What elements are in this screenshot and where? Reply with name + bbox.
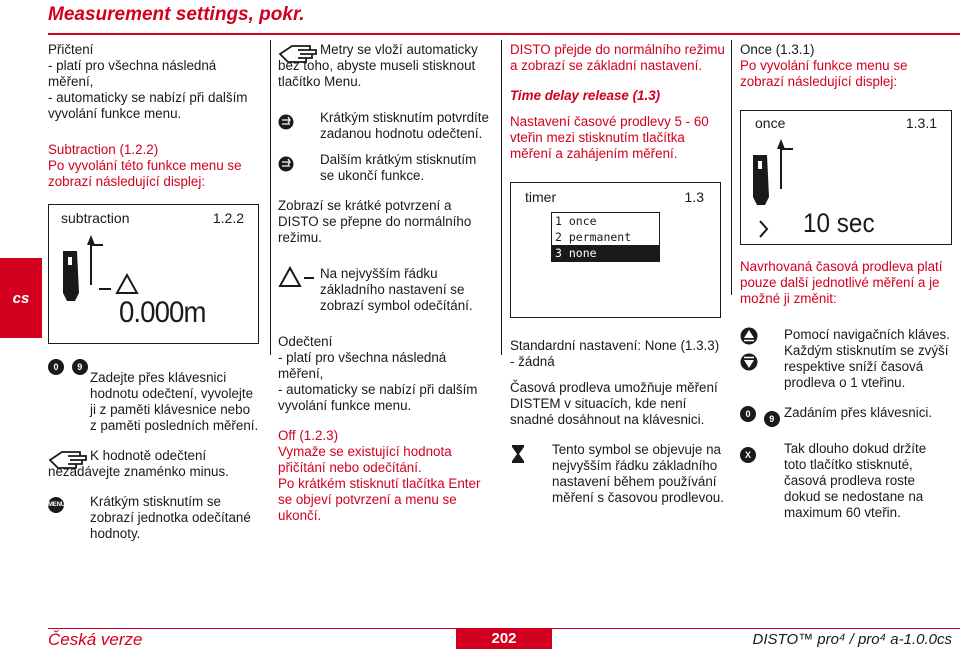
paragraph: Přičtení	[48, 42, 94, 57]
digit-keys	[740, 405, 784, 427]
display-timer	[510, 182, 721, 318]
clear-key-icon: X	[740, 447, 756, 463]
key-0-icon: 0	[740, 406, 756, 422]
display-menu-name: once	[755, 115, 786, 131]
nav-keys	[740, 327, 784, 371]
navigation-keys-row	[740, 327, 952, 391]
hint-row	[278, 42, 492, 90]
enter-key-row	[278, 110, 492, 142]
section-title: Subtraction (1.2.2)	[48, 142, 159, 157]
display-value: 0.000m	[119, 296, 206, 329]
section-description: Po vyvolání této funkce menu se zobrazí následující displej:	[48, 158, 242, 189]
column-1	[48, 42, 260, 542]
paragraph: Navrhovaná časová prodleva platí pouze další jednotlivé měření a je možné ji změnit:	[740, 259, 943, 306]
clear-key-text: Tak dlouho dokud držíte toto tlačítko stisknuté, časová prodleva roste dokud se nedostane na maximum 60 vteřin.	[784, 441, 927, 520]
hourglass-text: Tento symbol se objevuje na nejvyšším řádku základního nastavení během používání měření s časovou prodlevou.	[552, 442, 724, 505]
hint-text: K hodnotě odečtení nezadávejte znaménko minus.	[48, 448, 229, 479]
display-menu-code: 1.3.1	[905, 115, 937, 131]
column-divider	[270, 40, 271, 355]
column-divider	[501, 40, 502, 355]
menu-key-icon: MENU	[48, 497, 64, 513]
clear-key-row	[740, 441, 952, 521]
laser-pointer-icon	[749, 137, 809, 217]
footer-language: Česká verze	[48, 630, 143, 649]
keypad-entry-text: Zadejte přes klávesnici hodnotu odečtení, vyvolejte ji z paměti klávesnice nebo z paměti posledních měření.	[90, 370, 259, 433]
section-description: Po vyvolání funkce menu se zobrazí následující displej:	[740, 58, 908, 89]
section-title: Once (1.3.1)	[740, 42, 815, 57]
keypad-entry-row	[48, 358, 260, 434]
paragraph: - automaticky se nabízí při dalším vyvolání funkce menu.	[48, 90, 248, 121]
section-description: Nastavení časové prodlevy 5 - 60 vteřin mezi stisknutím tlačítka měření a zahájením měření.	[510, 114, 709, 161]
enter-key-icon	[278, 114, 320, 132]
hint-text: Metry se vloží automaticky bez toho, abyste museli stisknout tlačítko Menu.	[278, 42, 478, 89]
paragraph: Odečtení	[278, 334, 333, 349]
section-title: Off (1.2.3)	[278, 428, 339, 443]
nav-up-key-icon	[740, 327, 758, 345]
display-menu-code: 1.2.2	[212, 210, 244, 226]
enter-text: Dalším krátkým stisknutím se ukončí funkce.	[320, 152, 477, 183]
display-menu-code: 1.3	[684, 189, 704, 205]
title-rule	[48, 33, 960, 35]
minus-symbol-text: Na nejvyšším řádku základního nastavení se zobrazí symbol odečítání.	[320, 266, 473, 313]
timer-option[interactable]: 2 permanent	[555, 230, 632, 244]
section-description: Vymaže se existující hodnota přičítání nebo odečítání.	[278, 444, 452, 475]
key-9-icon: 9	[72, 359, 88, 375]
key-9-icon: 9	[764, 411, 780, 427]
paragraph: - platí pro všechna následná měření,	[48, 58, 217, 89]
keypad-entry-text: Zadáním přes klávesnici.	[784, 405, 933, 420]
paragraph: Zobrazí se krátké potvrzení a DISTO se přepne do normálního režimu.	[278, 198, 472, 245]
enter-key-row	[278, 152, 492, 184]
column-4	[740, 42, 952, 521]
page-title: Measurement settings, pokr.	[48, 4, 305, 25]
paragraph: - platí pro všechna následná měření,	[278, 350, 447, 381]
hourglass-icon	[510, 444, 552, 464]
key-0-icon: 0	[48, 359, 64, 375]
minus-triangle-icon	[278, 266, 320, 292]
hourglass-row	[510, 442, 725, 506]
section-description: Po krátkém stisknutí tlačítka Enter se objeví potvrzení a menu se ukončí.	[278, 476, 481, 523]
timer-options-list	[551, 212, 660, 262]
display-menu-name: timer	[525, 189, 557, 205]
paragraph: DISTO přejde do normálního režimu a zobrazí se základní nastavení.	[510, 42, 725, 73]
nav-keys-text: Pomocí navigačních kláves. Každým stisknutím se zvýší respektive sníží časová prodleva o 1 vteřinu.	[784, 327, 950, 390]
menu-key-text: Krátkým stisknutím se zobrazí jednotka odečítané hodnoty.	[90, 494, 251, 541]
display-once	[740, 110, 952, 245]
display-menu-name: subtraction	[61, 210, 130, 226]
enter-text: Krátkým stisknutím potvrdíte zadanou hodnotu odečtení.	[320, 110, 489, 141]
chevron-right-icon	[757, 219, 771, 239]
section-title: Time delay release (1.3)	[510, 88, 661, 103]
minus-triangle-icon	[97, 271, 147, 297]
column-divider	[731, 40, 732, 295]
nav-down-key-icon	[740, 353, 758, 371]
language-tab: cs	[0, 258, 42, 338]
timer-option[interactable]: 3 none	[552, 245, 659, 261]
paragraph: Standardní nastavení: None (1.3.3) - žádná	[510, 338, 720, 369]
hint-row	[48, 448, 260, 480]
page-number: 202	[456, 629, 552, 649]
column-2	[278, 42, 492, 524]
display-subtraction	[48, 204, 259, 344]
digit-keys	[48, 358, 90, 375]
timer-option[interactable]: 1 once	[555, 214, 597, 228]
minus-symbol-row	[278, 266, 492, 314]
paragraph: - automaticky se nabízí při dalším vyvolání funkce menu.	[278, 382, 478, 413]
display-value: 10 sec	[803, 208, 875, 238]
enter-key-icon	[278, 156, 320, 174]
keypad-entry-row	[740, 405, 952, 427]
menu-key-row	[48, 494, 260, 542]
column-3	[510, 42, 725, 506]
footer-product: DISTO™ pro⁴ / pro⁴ a-1.0.0cs	[752, 631, 952, 648]
paragraph: Časová prodleva umožňuje měření DISTEM v situacích, kde není snadné dosáhnout na klávesnici.	[510, 380, 718, 427]
